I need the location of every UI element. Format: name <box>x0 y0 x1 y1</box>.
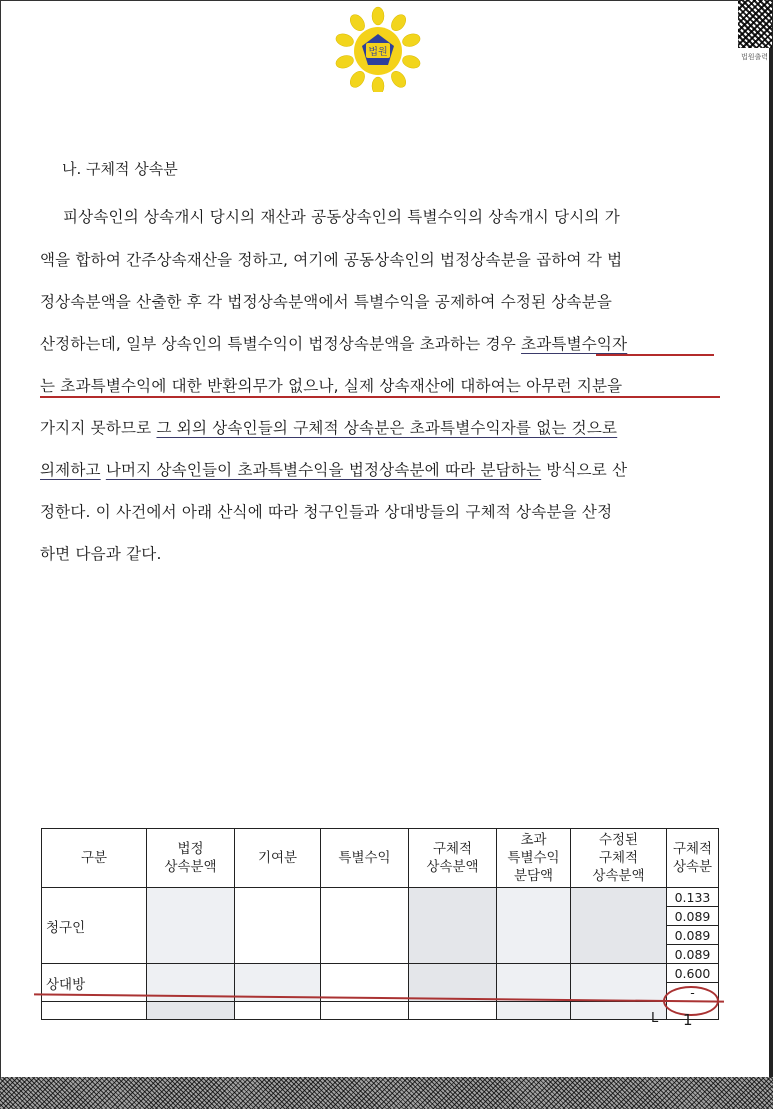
header-contribution: 기여분 <box>235 829 321 888</box>
share-value: 0.089 <box>667 907 719 926</box>
section-heading: 나. 구체적 상속분 <box>62 160 178 178</box>
last-row-letter: L <box>651 1011 659 1026</box>
body-line-4-underlined: 초과특별수익자 <box>521 335 628 353</box>
body-line-6 <box>40 416 617 438</box>
body-line-6-underlined: 그 외의 상속인들의 구체적 상속분은 초과특별수익자를 없는 것으로 <box>156 419 618 437</box>
body-line-8: 정한다. 이 사건에서 아래 산식에 따라 청구인들과 상대방들의 구체적 상속분을 산정 <box>40 503 613 521</box>
share-value: 0.089 <box>667 945 719 964</box>
header-excess-share: 초과 특별수익 분담액 <box>497 829 571 888</box>
body-line-3: 정상속분액을 산출한 후 각 법정상속분액에서 특별수익을 공제하여 수정된 상속분을 <box>40 293 613 311</box>
page-edge <box>769 0 773 1109</box>
share-value: - <box>667 983 719 1002</box>
red-underline-1 <box>596 354 714 356</box>
header-specific-share-amount: 구체적 상속분액 <box>409 829 497 888</box>
header-legal-share: 법정 상속분액 <box>147 829 235 888</box>
body-line-6-a: 가지지 못하므로 <box>40 419 157 437</box>
last-row-mark: 1 <box>683 1011 693 1029</box>
body-line-9: 하면 다음과 같다. <box>40 545 162 563</box>
body-line-4 <box>40 332 627 354</box>
group-claimant: 청구인 <box>42 888 147 964</box>
table-row <box>42 888 719 907</box>
body-line-4-a: 산정하는데, 일부 상속인의 특별수익이 법정상속분액을 초과하는 경우 <box>40 335 522 353</box>
court-seal-icon <box>333 6 423 92</box>
header-category: 구분 <box>42 829 147 888</box>
share-value: 0.133 <box>667 888 719 907</box>
inheritance-table <box>41 828 719 1020</box>
body-line-7-underlined: 나머지 상속인들이 초과특별수익을 법정상속분에 따라 분담하는 <box>105 461 542 479</box>
body-line-5-b: 실제 상속재산에 대하여는 아무런 지분을 <box>343 377 623 395</box>
qr-code <box>738 0 772 48</box>
header-modified-share: 수정된 구체적 상속분액 <box>571 829 667 888</box>
qr-caption: 법원출력 <box>741 53 769 61</box>
body-line-5-a: 는 초과특별수익에 대한 반환의무가 없으나, <box>40 377 344 395</box>
table-row <box>42 1002 719 1020</box>
table-header-row <box>42 829 719 888</box>
table-row <box>42 964 719 983</box>
red-underline-2 <box>40 396 720 398</box>
bottom-scan-band <box>0 1077 773 1109</box>
body-line-1: 피상속인의 상속개시 당시의 재산과 공동상속인의 특별수익의 상속개시 당시의 가 <box>63 208 620 226</box>
body-line-7-a: 의제하고 <box>40 461 101 479</box>
share-value: 0.600 <box>667 964 719 983</box>
body-line-7-d: 방식으로 산 <box>541 461 628 479</box>
group-respondent: 상대방 <box>42 964 147 1002</box>
seal-text: 법원 <box>368 47 388 58</box>
header-special-benefit: 특별수익 <box>321 829 409 888</box>
body-line-5 <box>40 374 622 396</box>
body-line-2: 액을 합하여 간주상속재산을 정하고, 여기에 공동상속인의 법정상속분을 곱하여 각 법 <box>40 251 623 269</box>
body-line-7 <box>40 458 627 480</box>
share-value: 0.089 <box>667 926 719 945</box>
header-specific-share: 구체적 상속분 <box>667 829 719 888</box>
